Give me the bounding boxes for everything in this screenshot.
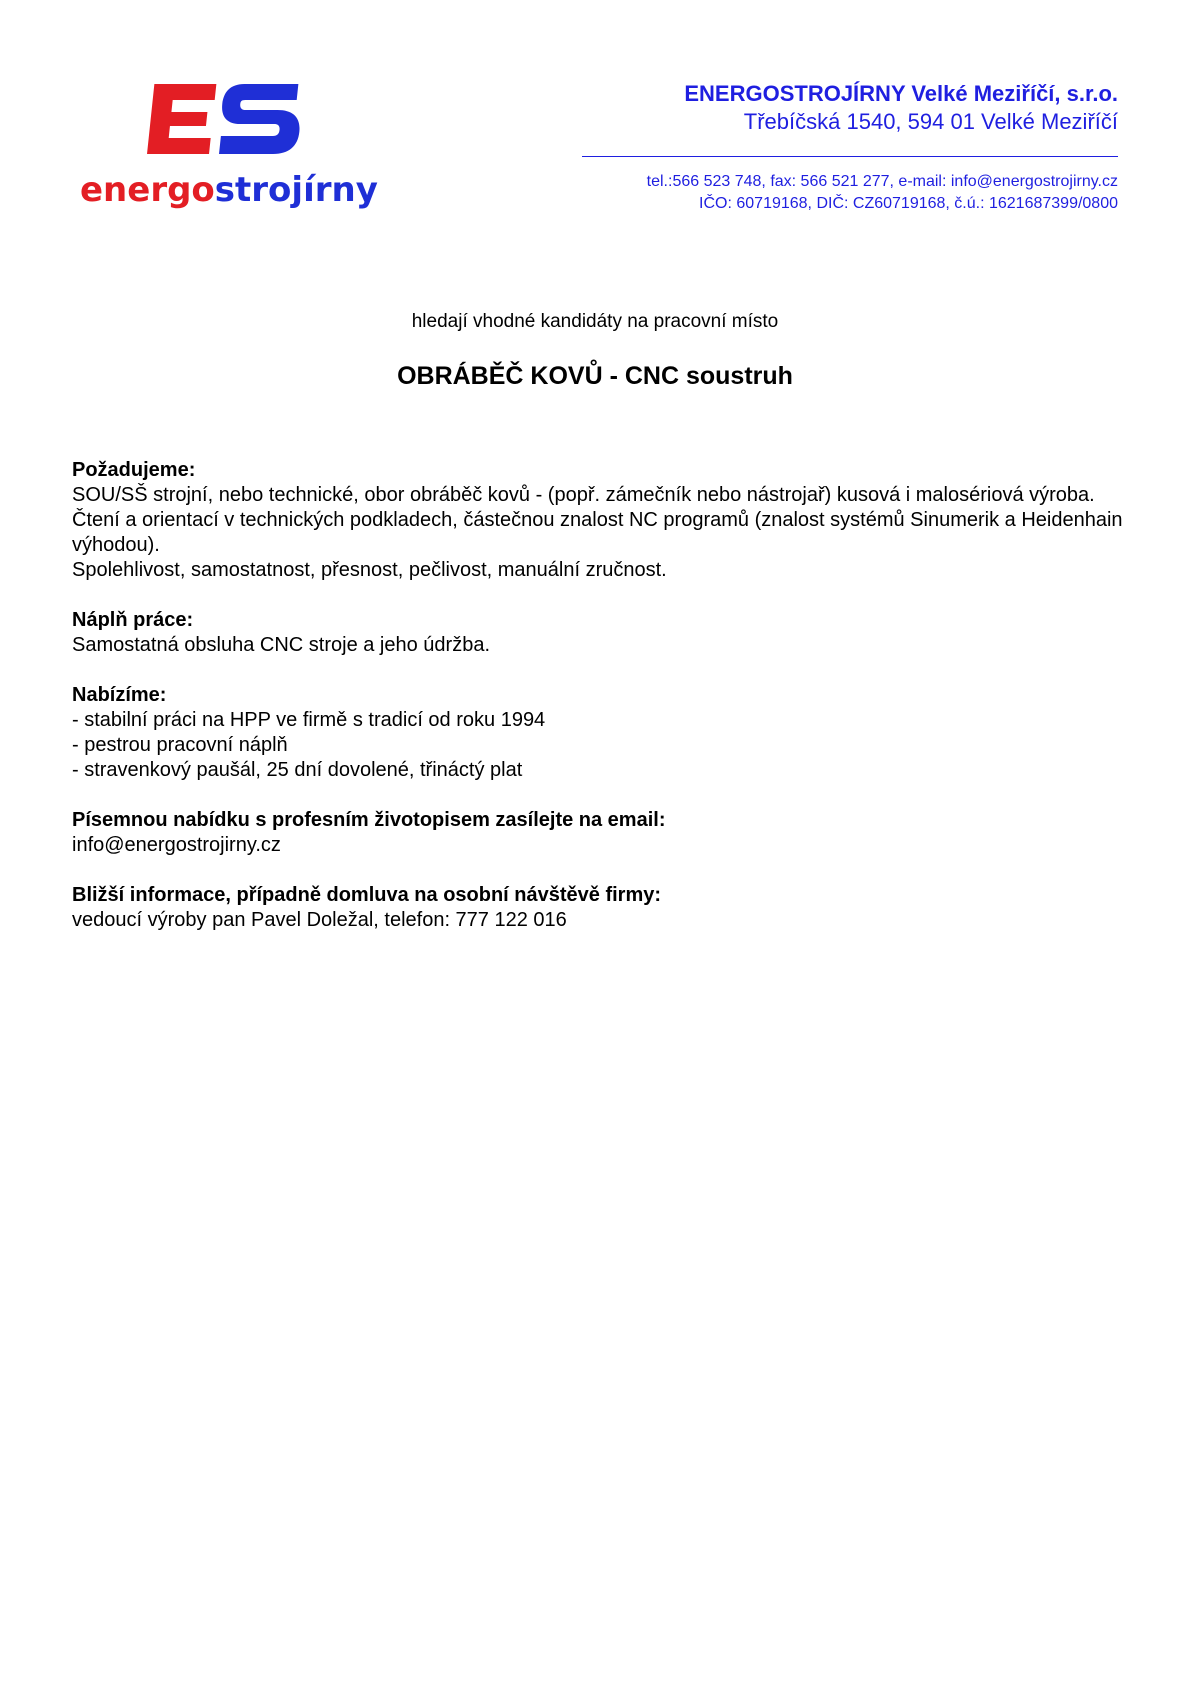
application-email: info@energostrojirny.cz	[72, 834, 281, 856]
section-heading: Písemnou nabídku s profesním životopisem zasílejte na email:	[72, 809, 666, 831]
company-logo	[80, 78, 380, 218]
section-heading: Bližší informace, případně domluva na osobní návštěvě firmy:	[72, 884, 662, 906]
section-heading: Požadujeme:	[72, 459, 196, 481]
section-line: SOU/SŠ strojní, nebo technické, obor obráběč kovů - (popř. zámečník nebo nástrojař) kusová i malosériová výroba.	[72, 484, 1095, 506]
company-address: Třebíčská 1540, 594 01 Velké Meziříčí	[743, 109, 1118, 134]
section-contact-person	[72, 883, 1132, 933]
contact-person: vedoucí výroby pan Pavel Doležal, telefon: 777 122 016	[72, 909, 567, 931]
section-line: - stabilní práci na HPP ve firmě s tradicí od roku 1994	[72, 709, 546, 731]
job-title: OBRÁBĚČ KOVŮ - CNC soustruh	[397, 362, 793, 390]
section-line: - stravenkový paušál, 25 dní dovolené, třináctý plat	[72, 759, 523, 781]
company-header	[518, 80, 1118, 215]
section-offer	[72, 683, 1132, 783]
intro-text: hledají vhodné kandidáty na pracovní místo	[411, 311, 779, 332]
company-contact-line2: IČO: 60719168, DIČ: CZ60719168, č.ú.: 1621687399/0800	[699, 195, 1118, 212]
logo-wordmark-strojirny: strojírny	[214, 170, 378, 210]
job-description	[72, 458, 1132, 958]
logo-wordmark-energo: energo	[80, 170, 215, 210]
section-heading: Náplň práce:	[72, 609, 194, 631]
section-job-content	[72, 608, 1132, 658]
company-name: ENERGOSTROJÍRNY Velké Meziříčí, s.r.o.	[684, 81, 1118, 106]
company-contact-line1: tel.:566 523 748, fax: 566 521 277, e-mail: info@energostrojirny.cz	[646, 173, 1118, 190]
section-requirements	[72, 458, 1132, 583]
section-application-email	[72, 808, 1132, 858]
logo-wordmark	[80, 170, 378, 210]
section-line: Spolehlivost, samostatnost, přesnost, pečlivost, manuální zručnost.	[72, 559, 667, 581]
section-line: Samostatná obsluha CNC stroje a jeho údržba.	[72, 634, 491, 656]
section-line: - pestrou pracovní náplň	[72, 734, 288, 756]
section-heading: Nabízíme:	[72, 684, 167, 706]
es-logo-mark	[143, 78, 303, 160]
section-line: Čtení a orientací v technických podkladech, částečnou znalost NC programů (znalost systémů Sinumerik a Heidenhain výhodou).	[72, 509, 1123, 556]
header-divider	[582, 156, 1118, 157]
